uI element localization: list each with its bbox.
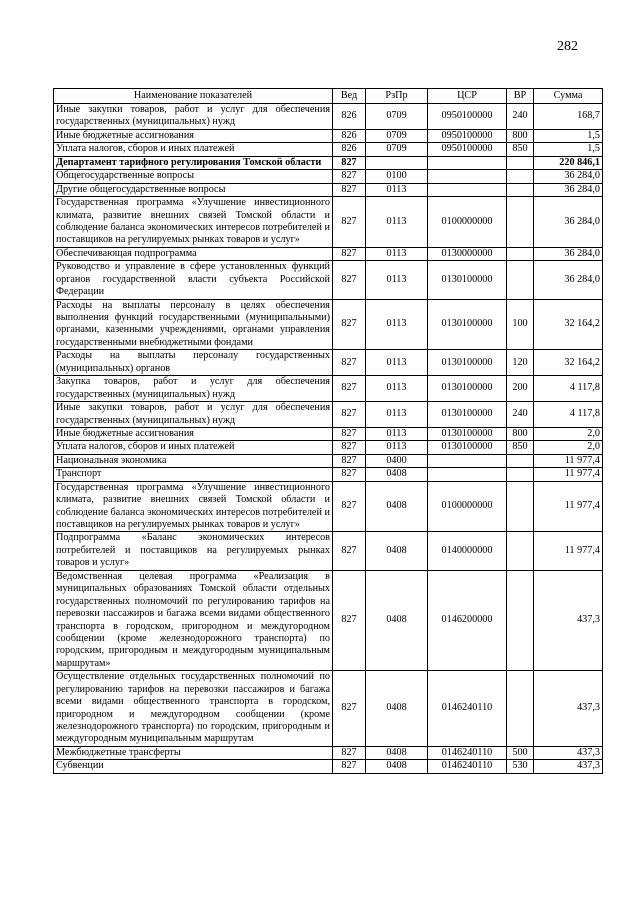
cell-ved: 827 xyxy=(333,261,366,299)
cell-csr: 0146200000 xyxy=(428,570,507,671)
cell-sum: 11 977,4 xyxy=(534,454,603,467)
cell-csr: 0950100000 xyxy=(428,104,507,130)
table-row xyxy=(54,170,603,183)
cell-csr: 0130100000 xyxy=(428,441,507,454)
cell-sum: 36 284,0 xyxy=(534,197,603,248)
cell-vr xyxy=(507,570,534,671)
cell-rzpr: 0113 xyxy=(366,376,428,402)
cell-vr xyxy=(507,197,534,248)
cell-name: Национальная экономика xyxy=(54,454,333,467)
cell-vr xyxy=(507,261,534,299)
header-sum: Сумма xyxy=(534,89,603,104)
table-row xyxy=(54,261,603,299)
cell-name: Обеспечивающая подпрограмма xyxy=(54,247,333,260)
cell-csr: 0100000000 xyxy=(428,197,507,248)
cell-rzpr: 0113 xyxy=(366,261,428,299)
cell-rzpr: 0408 xyxy=(366,481,428,532)
cell-sum: 168,7 xyxy=(534,104,603,130)
cell-csr: 0130100000 xyxy=(428,350,507,376)
cell-csr: 0950100000 xyxy=(428,143,507,156)
header-vr: ВР xyxy=(507,89,534,104)
cell-name: Иные бюджетные ассигнования xyxy=(54,129,333,142)
page-number: 282 xyxy=(557,39,578,54)
cell-ved: 827 xyxy=(333,350,366,376)
cell-vr xyxy=(507,156,534,169)
cell-sum: 11 977,4 xyxy=(534,481,603,532)
cell-name: Департамент тарифного регулирования Томской области xyxy=(54,156,333,169)
cell-name: Уплата налогов, сборов и иных платежей xyxy=(54,441,333,454)
cell-name: Ведомственная целевая программа «Реализация в муниципальных образованиях Томской области отдельных государственных полномочий по регулированию тарифов на перевозки пассажиров и багажа всеми видами общественного транспорта в городском, пригородном и междугородном сообщении (кроме железнодорожного транспорта) по городским, пригородным и междугородным муниципальным маршрутам» xyxy=(54,570,333,671)
cell-csr: 0146240110 xyxy=(428,746,507,759)
table-row xyxy=(54,441,603,454)
cell-name: Государственная программа «Улучшение инвестиционного климата, развитие внешних связей Томской области и соблюдение баланса экономических интересов потребителей и поставщиков на регулируемых рынках товаров и услуг» xyxy=(54,481,333,532)
cell-vr xyxy=(507,170,534,183)
cell-csr: 0146240110 xyxy=(428,760,507,773)
cell-rzpr: 0408 xyxy=(366,468,428,481)
cell-vr: 240 xyxy=(507,402,534,428)
cell-name: Закупка товаров, работ и услуг для обеспечения государственных (муниципальных) нужд xyxy=(54,376,333,402)
cell-vr xyxy=(507,532,534,570)
cell-csr: 0130100000 xyxy=(428,261,507,299)
header-csr: ЦСР xyxy=(428,89,507,104)
cell-csr xyxy=(428,170,507,183)
cell-ved: 827 xyxy=(333,481,366,532)
cell-rzpr: 0100 xyxy=(366,170,428,183)
cell-vr: 100 xyxy=(507,299,534,350)
cell-ved: 827 xyxy=(333,427,366,440)
cell-sum: 1,5 xyxy=(534,129,603,142)
cell-name: Иные закупки товаров, работ и услуг для обеспечения государственных (муниципальных) нужд xyxy=(54,104,333,130)
cell-rzpr: 0408 xyxy=(366,570,428,671)
cell-name: Иные закупки товаров, работ и услуг для обеспечения государственных (муниципальных) нужд xyxy=(54,402,333,428)
cell-sum: 11 977,4 xyxy=(534,532,603,570)
cell-sum: 437,3 xyxy=(534,671,603,747)
table-row xyxy=(54,376,603,402)
cell-name: Другие общегосударственные вопросы xyxy=(54,183,333,196)
cell-ved: 826 xyxy=(333,104,366,130)
cell-ved: 827 xyxy=(333,746,366,759)
cell-csr xyxy=(428,468,507,481)
cell-sum: 36 284,0 xyxy=(534,183,603,196)
cell-csr: 0146240110 xyxy=(428,671,507,747)
cell-vr: 530 xyxy=(507,760,534,773)
table-row xyxy=(54,197,603,248)
cell-ved: 827 xyxy=(333,402,366,428)
table-row xyxy=(54,760,603,773)
cell-ved: 827 xyxy=(333,570,366,671)
table-row xyxy=(54,570,603,671)
cell-csr: 0130100000 xyxy=(428,427,507,440)
cell-rzpr: 0113 xyxy=(366,247,428,260)
cell-vr xyxy=(507,247,534,260)
table-row xyxy=(54,183,603,196)
cell-vr: 200 xyxy=(507,376,534,402)
cell-name: Расходы на выплаты персоналу государственных (муниципальных) органов xyxy=(54,350,333,376)
cell-rzpr xyxy=(366,156,428,169)
cell-rzpr: 0113 xyxy=(366,441,428,454)
cell-ved: 827 xyxy=(333,454,366,467)
cell-name: Транспорт xyxy=(54,468,333,481)
table-row xyxy=(54,129,603,142)
header-rzpr: РзПр xyxy=(366,89,428,104)
cell-sum: 2,0 xyxy=(534,427,603,440)
cell-csr: 0130000000 xyxy=(428,247,507,260)
cell-sum: 437,3 xyxy=(534,570,603,671)
cell-name: Руководство и управление в сфере установленных функций органов государственной власти субъекта Российской Федерации xyxy=(54,261,333,299)
cell-name: Подпрограмма «Баланс экономических интересов потребителей и поставщиков на регулируемых рынках товаров и услуг» xyxy=(54,532,333,570)
table-row xyxy=(54,350,603,376)
cell-ved: 827 xyxy=(333,760,366,773)
table-row xyxy=(54,156,603,169)
header-ved: Вед xyxy=(333,89,366,104)
table-row xyxy=(54,468,603,481)
cell-name: Уплата налогов, сборов и иных платежей xyxy=(54,143,333,156)
table-row xyxy=(54,143,603,156)
cell-ved: 827 xyxy=(333,299,366,350)
cell-rzpr: 0113 xyxy=(366,197,428,248)
table-row xyxy=(54,746,603,759)
table-row xyxy=(54,247,603,260)
cell-rzpr: 0113 xyxy=(366,299,428,350)
table-header-row xyxy=(54,89,603,104)
cell-ved: 827 xyxy=(333,197,366,248)
cell-sum: 4 117,8 xyxy=(534,376,603,402)
cell-sum: 220 846,1 xyxy=(534,156,603,169)
cell-vr: 800 xyxy=(507,129,534,142)
cell-sum: 32 164,2 xyxy=(534,350,603,376)
cell-sum: 437,3 xyxy=(534,760,603,773)
cell-rzpr: 0113 xyxy=(366,350,428,376)
cell-name: Общегосударственные вопросы xyxy=(54,170,333,183)
cell-sum: 36 284,0 xyxy=(534,247,603,260)
cell-name: Субвенции xyxy=(54,760,333,773)
cell-csr: 0130100000 xyxy=(428,299,507,350)
cell-vr: 850 xyxy=(507,441,534,454)
table-row xyxy=(54,481,603,532)
table-body xyxy=(54,104,603,774)
cell-csr: 0130100000 xyxy=(428,376,507,402)
budget-table xyxy=(53,88,603,774)
cell-vr xyxy=(507,183,534,196)
cell-vr xyxy=(507,468,534,481)
cell-ved: 827 xyxy=(333,468,366,481)
cell-vr xyxy=(507,671,534,747)
cell-csr xyxy=(428,183,507,196)
cell-rzpr: 0113 xyxy=(366,427,428,440)
table-row xyxy=(54,402,603,428)
cell-csr: 0100000000 xyxy=(428,481,507,532)
cell-sum: 11 977,4 xyxy=(534,468,603,481)
cell-ved: 827 xyxy=(333,441,366,454)
cell-vr: 120 xyxy=(507,350,534,376)
table-row xyxy=(54,427,603,440)
cell-sum: 1,5 xyxy=(534,143,603,156)
cell-ved: 826 xyxy=(333,129,366,142)
cell-rzpr: 0400 xyxy=(366,454,428,467)
cell-ved: 827 xyxy=(333,183,366,196)
cell-ved: 827 xyxy=(333,376,366,402)
table-row xyxy=(54,671,603,747)
cell-rzpr: 0408 xyxy=(366,532,428,570)
cell-rzpr: 0113 xyxy=(366,183,428,196)
table-row xyxy=(54,532,603,570)
cell-name: Осуществление отдельных государственных полномочий по регулированию тарифов на перевозки пассажиров и багажа всеми видами общественного транспорта в городском, пригородном и междугородном сообщении (кроме железнодорожного транспорта) по городским, пригородным и междугородным муниципальным маршрутам xyxy=(54,671,333,747)
cell-vr xyxy=(507,481,534,532)
cell-csr xyxy=(428,156,507,169)
cell-ved: 826 xyxy=(333,143,366,156)
cell-sum: 2,0 xyxy=(534,441,603,454)
cell-rzpr: 0709 xyxy=(366,104,428,130)
cell-sum: 437,3 xyxy=(534,746,603,759)
cell-ved: 827 xyxy=(333,671,366,747)
cell-rzpr: 0113 xyxy=(366,402,428,428)
cell-csr: 0130100000 xyxy=(428,402,507,428)
cell-name: Иные бюджетные ассигнования xyxy=(54,427,333,440)
cell-sum: 32 164,2 xyxy=(534,299,603,350)
cell-rzpr: 0709 xyxy=(366,143,428,156)
cell-sum: 36 284,0 xyxy=(534,261,603,299)
cell-rzpr: 0408 xyxy=(366,746,428,759)
cell-rzpr: 0408 xyxy=(366,671,428,747)
cell-ved: 827 xyxy=(333,170,366,183)
cell-vr: 240 xyxy=(507,104,534,130)
cell-sum: 36 284,0 xyxy=(534,170,603,183)
table-row xyxy=(54,299,603,350)
table-row xyxy=(54,104,603,130)
cell-vr: 800 xyxy=(507,427,534,440)
cell-vr: 850 xyxy=(507,143,534,156)
cell-name: Межбюджетные трансферты xyxy=(54,746,333,759)
cell-csr: 0950100000 xyxy=(428,129,507,142)
cell-csr: 0140000000 xyxy=(428,532,507,570)
cell-ved: 827 xyxy=(333,156,366,169)
cell-sum: 4 117,8 xyxy=(534,402,603,428)
cell-rzpr: 0408 xyxy=(366,760,428,773)
cell-ved: 827 xyxy=(333,247,366,260)
cell-name: Расходы на выплаты персоналу в целях обеспечения выполнения функций государственными (муниципальными) органами, казенными учреждениями, органами управления государственными внебюджетными фондами xyxy=(54,299,333,350)
cell-vr: 500 xyxy=(507,746,534,759)
cell-csr xyxy=(428,454,507,467)
header-name: Наименование показателей xyxy=(54,89,333,104)
table-row xyxy=(54,454,603,467)
cell-rzpr: 0709 xyxy=(366,129,428,142)
cell-name: Государственная программа «Улучшение инвестиционного климата, развитие внешних связей Томской области и соблюдение баланса экономических интересов потребителей и поставщиков на регулируемых рынках товаров и услуг» xyxy=(54,197,333,248)
cell-ved: 827 xyxy=(333,532,366,570)
cell-vr xyxy=(507,454,534,467)
